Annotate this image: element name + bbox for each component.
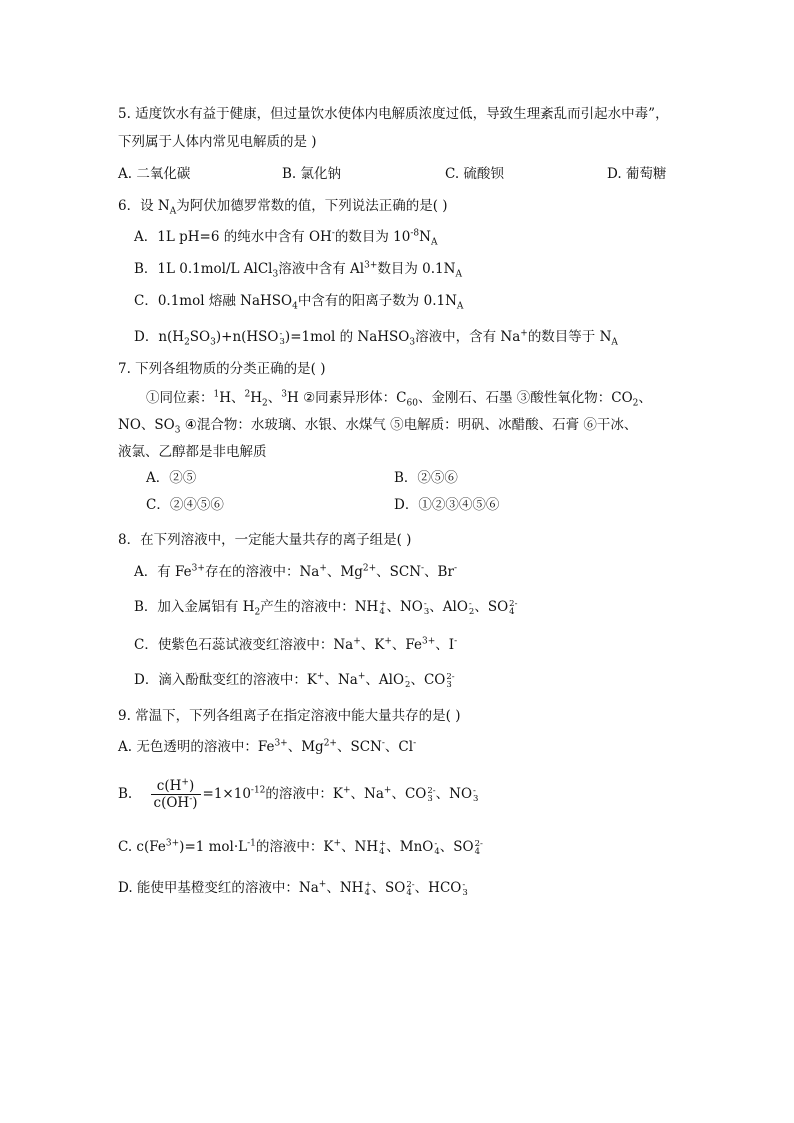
- q5-option-c: C. 硫酸钡: [445, 166, 504, 182]
- q5-option-b: B. 氯化钠: [282, 166, 342, 182]
- q7-option-b: B．②⑤⑥: [394, 470, 458, 486]
- q9-option-a: A. 无色透明的溶液中：$Fe^{3+}$、$Mg^{2+}$、SCN-、Cl-: [118, 738, 417, 755]
- q6-option-c: C．0.1mol 熔融 NaHSO$_4$中含有的阳离子数为 $0.1N_A$: [134, 293, 464, 312]
- q7-option-a: A．②⑤: [146, 470, 197, 486]
- q5-stem-line2: 下列属于人体内常见电解质的是 ): [118, 134, 317, 150]
- q7-option-c: C．②④⑤⑥: [146, 497, 224, 513]
- q8-option-a: A．有 $Fe^{3+}$存在的溶液中：Na+、$Mg^{2+}$、SCN-、Br-: [134, 563, 457, 580]
- q6-option-a: A．1L pH=6 的纯水中含有 OH-的数目为 $10^{-8}N_A$: [134, 228, 438, 248]
- q9-option-b: B. $\frac{c(H^+)}{c(OH^-)}$ $=1\times 10^{-12}$的溶液中：K+、Na+、CO 2- 3 、NO - 3: [118, 777, 479, 811]
- q5-option-d: D. 葡萄糖: [607, 166, 667, 182]
- q8-option-b: B．加入金属铝有 $H_2$产生的溶液中：NH + 4 、NO - 3 、AlO - 2 、SO 2- 4: [134, 598, 518, 618]
- q8-option-c: C．使紫色石蕊试液变红溶液中：Na+、K+、$Fe^{3+}$、I-: [134, 636, 458, 653]
- q9-option-c: C. $c(Fe^{3+})=1$ $mol\cdot L^{-1}$的溶液中：K+、NH + 4 、MnO - 4 、SO 2- 4: [118, 838, 483, 857]
- q6-stem: 6．设 $N_A$为阿伏加德罗常数的值，下列说法正确的是( ): [118, 198, 448, 217]
- q7-desc-line1: ①同位素：$^1$H、$^2H_2$、$^3$H ②同素异形体：$C_{60}$、金刚石、石墨 ③酸性氧化物：$CO_2$、: [146, 389, 652, 409]
- q7-desc-line3: 液氯、乙醇都是非电解质: [118, 444, 267, 460]
- q8-option-d: D．滴入酚酞变红的溶液中：K+、Na+、AlO - 2 、CO 2- 3: [134, 671, 455, 690]
- q5-option-a: A. 二氧化碳: [118, 166, 191, 182]
- q7-option-d: D．①②③④⑤⑥: [394, 497, 500, 513]
- q7-desc-line2: NO、$SO_3$ ④混合物：水玻璃、水银、水煤气 ⑤电解质：明矾、冰醋酸、石膏 ⑥干冰、: [118, 417, 638, 436]
- fraction-h-over-oh: $\frac{c(H^+)}{c(OH^-)}$: [151, 778, 201, 811]
- q7-stem: 7. 下列各组物质的分类正确的是( ): [118, 361, 326, 377]
- q6-option-d: D．$n(H_2SO_3)+n(HSO$ - 3 )=1mol 的 NaHSO$_3$溶液中，含有 Na+的数目等于 $N_A$: [134, 328, 618, 348]
- q5-stem-line1: 5. 适度饮水有益于健康，但过量饮水使体内电解质浓度过低，导致生理紊乱而引起水中毒”，: [118, 106, 669, 122]
- q8-stem: 8．在下列溶液中，一定能大量共存的离子组是( ): [118, 532, 412, 548]
- q6-option-b: B．1L 0.1mol/L AlCl$_3$溶液中含有 $Al^{3+}$数目为 $0.1N_A$: [134, 260, 462, 280]
- q9-stem: 9. 常温下，下列各组离子在指定溶液中能大量共存的是( ): [118, 708, 461, 724]
- q9-option-d: D. 能使甲基橙变红的溶液中：Na+、NH + 4 、SO 2- 4 、HCO - 3: [118, 879, 468, 898]
